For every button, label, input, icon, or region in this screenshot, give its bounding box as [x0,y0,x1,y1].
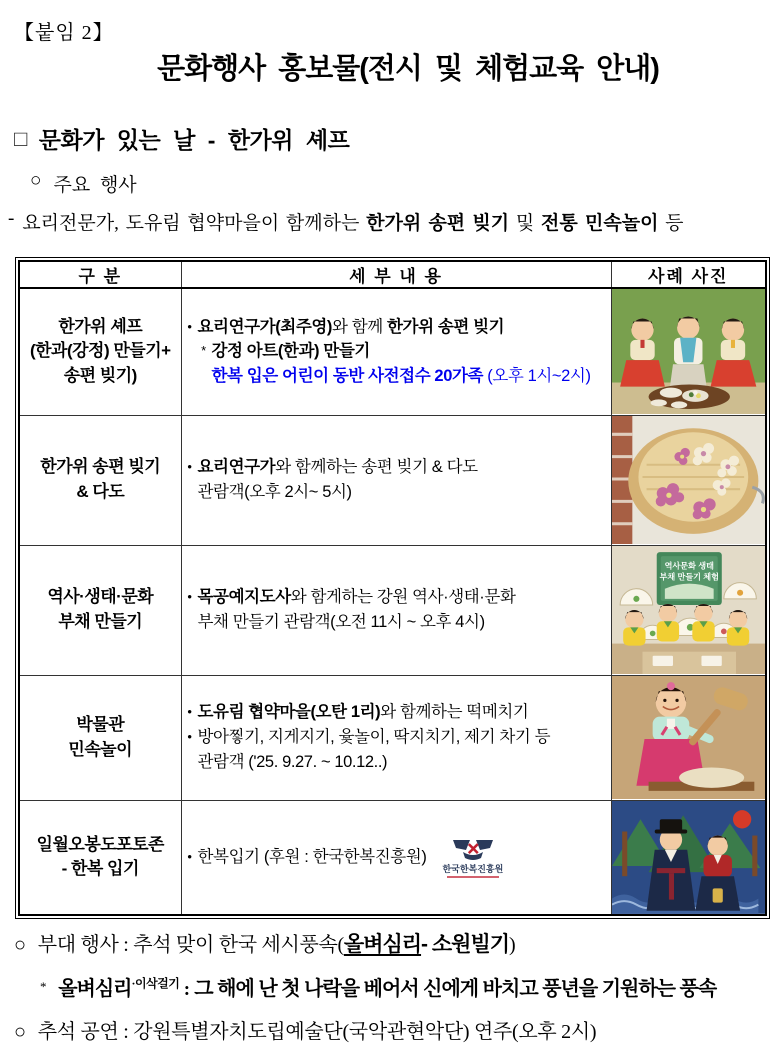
attachment-label: 【붙임 2】 [14,22,114,44]
category-cell: 박물관 민속놀이 [19,675,181,800]
category-cell: 역사·생태·문화 부채 만들기 [19,545,181,675]
table-header-row [19,261,766,288]
footnote-text: 올벼심리$^{\cdot 이삭걸기}$ : 그 해에 난 첫 나락을 베어서 신에게 바치고 풍년을 기원하는 풍속 [58,976,717,1000]
bullet: • [187,848,192,864]
svg-text:역사문화 생태: 역사문화 생태 [664,561,714,571]
section-title: 문화가 있는 날 - 한가위 셰프 [38,127,350,153]
detail-line [182,700,611,725]
footer-line-side-events [14,928,774,958]
asterisk-icon: * [40,978,47,994]
detail-text: 강정 아트(한과) 만들기 [211,342,370,361]
hanbok-institute-logo-tagline [447,876,499,878]
intro-line [8,208,774,235]
bullet: • [187,589,192,605]
photo-cell [611,675,766,800]
page-title: 문화행사 홍보물(전시 및 체험교육 안내) [157,53,659,85]
hanbok-photozone-photo [612,801,766,914]
detail-line [196,339,611,364]
sub-title: 주요 행사 [53,175,137,196]
bullet: * [201,343,206,359]
photo-cell [611,545,766,675]
photo-cell [611,288,766,415]
circle-bullet-icon: ○ [14,1021,26,1043]
tteok-pounding-girl-photo [612,676,766,799]
detail-text: 관람객(오후 2시~ 5시) [197,483,352,501]
bullet: • [187,318,192,334]
detail-line [196,364,611,389]
header-photo: 사례 사진 [611,261,766,288]
detail-text: 방아찧기, 지게지기, 윷놀이, 딱지치기, 제기 차기 등 [197,728,551,747]
children-making-songpyeon-photo [612,289,766,414]
detail-line [182,455,611,480]
hanbok-institute-logo-text: 한국한복진흥원 [442,864,504,875]
details-cell [181,675,611,800]
photo-cell [611,415,766,545]
detail-line [182,585,611,610]
sub-heading [30,170,137,197]
intro-text: 요리전문가, 도유림 협약마을이 함께하는 한가위 송편 빚기 및 전통 민속놀이 등 [22,213,684,234]
photo-cell [611,800,766,915]
category-cell: 일월오봉도포토존 - 한복 입기 [19,800,181,915]
events-table-wrap [18,260,765,916]
table-row-hangawi-chef [19,288,766,415]
bullet [196,364,212,366]
details-cell [181,545,611,675]
events-table [18,260,767,916]
circle-bullet-icon: ○ [14,934,26,956]
table-row-hanbok-photozone [19,800,766,915]
detail-line [182,610,611,635]
category-cell: 한가위 셰프 (한과(강정) 만들기+ 송편 빚기) [19,288,181,415]
detail-line [182,725,611,750]
songpyeon-steamer-photo [612,416,766,544]
footer-line-performance [14,1015,774,1044]
details-cell [181,288,611,415]
header-category: 구 분 [19,261,181,288]
table-row-fan-making [19,545,766,675]
detail-line [182,845,427,870]
detail-text: 도유림 협약마을(오탄 1리)와 함께하는 떡메치기 [197,703,529,722]
detail-text: 한복 입은 어린이 동반 사전접수 20가족 (오후 1시~2시) [211,367,591,386]
circle-bullet-icon: ○ [30,170,42,191]
table-row-songpyeon-tea [19,415,766,545]
detail-text: 한복입기 (후원 : 한국한복진흥원) [197,847,427,866]
bullet [182,480,198,482]
footer-text: 추석 공연 : 강원특별자치도립예술단(국악관현악단) 연주(오후 2시) [37,1021,597,1043]
details-cell [181,800,611,915]
footer-text: 부대 행사 : 추석 맞이 한국 세시풍속(올벼심리- 소원빌기) [37,933,516,956]
table-row-folk-games [19,675,766,800]
detail-text: 요리연구가와 함께하는 송편 빚기 & 다도 [197,458,478,477]
bullet: • [187,704,192,720]
bullet: • [187,459,192,475]
header-details: 세 부 내 용 [181,261,611,288]
footer-line-footnote [40,972,774,1001]
bullet: • [187,729,192,745]
detail-text: 목공예지도사와 함게하는 강원 역사·생태·문화 [197,588,516,607]
svg-text:부채 만들기 체험: 부채 만들기 체험 [659,572,719,582]
section-heading [14,122,349,155]
children-with-fans-photo [612,546,766,674]
detail-text: 관람객 ('25. 9.27. ~ 10.12..) [197,752,388,771]
detail-text: 부채 만들기 관람객(오전 11시 ~ 오후 4시) [197,613,485,631]
footer-notes [14,928,774,1052]
category-cell: 한가위 송편 빚기 & 다도 [19,415,181,545]
detail-line [182,750,611,775]
detail-line [182,480,611,505]
details-cell [181,415,611,545]
square-bullet-icon: □ [14,125,27,151]
bullet [182,610,198,612]
detail-line [182,315,611,340]
dash-bullet: - [8,208,15,229]
bullet [182,750,198,752]
detail-text: 요리연구가(최주영)와 함께 한가위 송편 빚기 [197,317,505,336]
hanbok-institute-logo [442,836,503,878]
hanbok-institute-logo-icon [449,836,497,862]
